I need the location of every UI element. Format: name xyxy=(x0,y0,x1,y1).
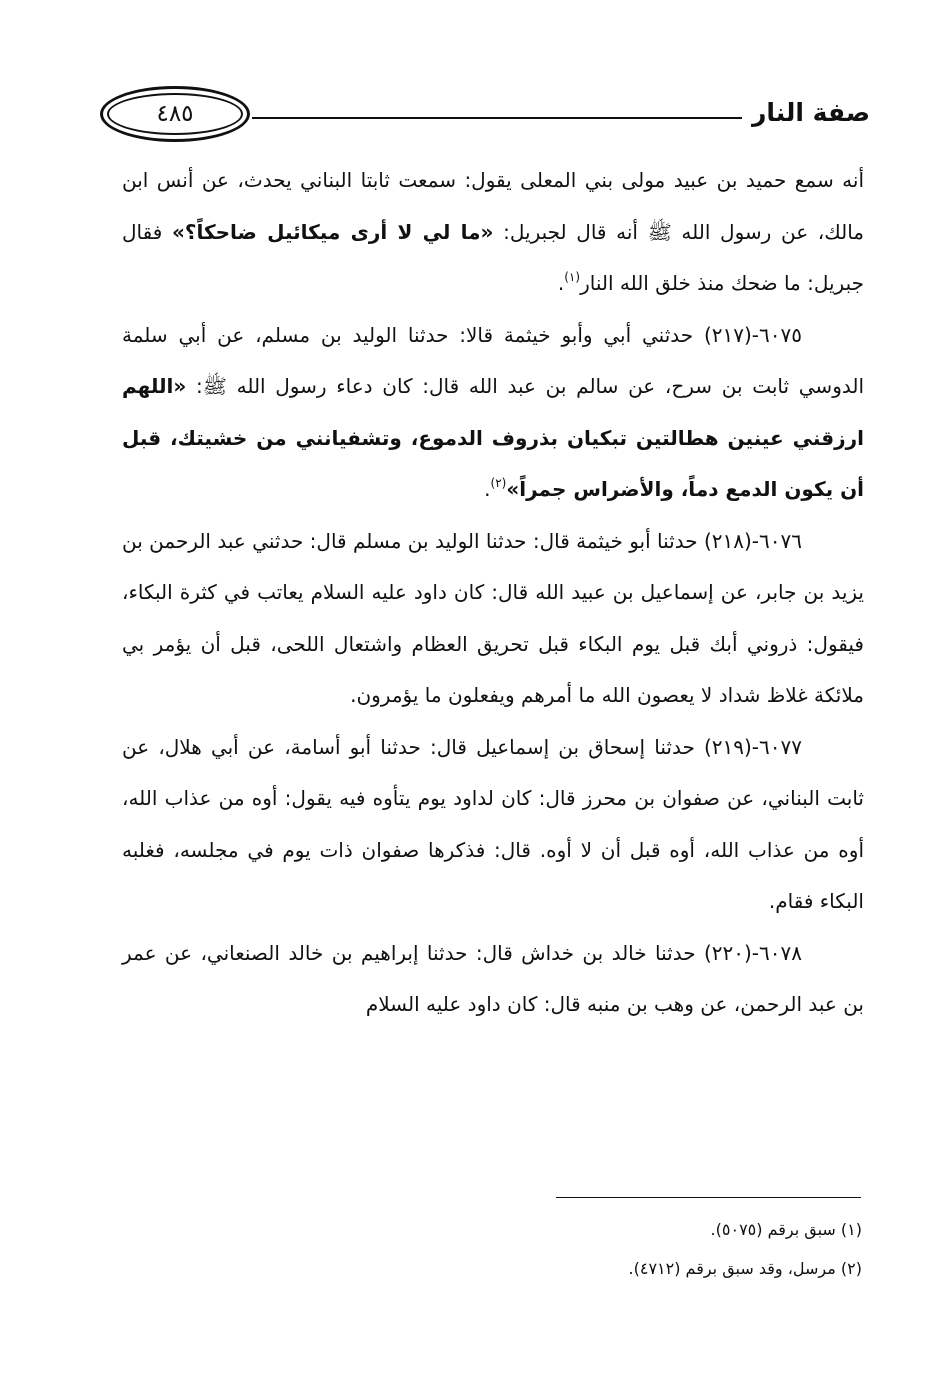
page-number-oval xyxy=(100,86,250,142)
footnote-item: (٢) مرسل، وقد سبق برقم (٤٧١٢). xyxy=(628,1259,862,1278)
page-header xyxy=(100,86,870,150)
footnote-marker[interactable]: (١) xyxy=(564,270,581,284)
text-segment: فقال جبريل: ما ضحك منذ خلق الله النار xyxy=(122,219,864,295)
hadith-paragraph xyxy=(122,155,864,310)
text-segment: . xyxy=(484,477,491,501)
main-text xyxy=(122,155,864,1031)
hadith-paragraph xyxy=(122,722,864,928)
text-segment: . xyxy=(557,271,565,295)
quoted-text: «اللهم ارزقني عينين هطالتين تبكيان بذروف الدموع، وتشفيانني من خشيتك، قبل أن يكون الدمع دماً، والأضراس جمراً» xyxy=(122,374,864,501)
text-segment: ٦٠٧٨-(٢٢٠) حدثنا خالد بن خداش قال: حدثنا إبراهيم بن خالد الصنعاني، عن عمر بن عبد الرحمن، عن وهب بن منبه قال: كان داود عليه السلام xyxy=(122,940,864,1016)
text-segment: ٦٠٧٥-(٢١٧) حدثني أبي وأبو خيثمة قالا: حدثنا الوليد بن مسلم، عن أبي سلمة الدوسي ثابت بن سرح، عن سالم بن عبد الله قال: كان دعاء رسول الله ﷺ: xyxy=(122,322,864,398)
hadith-paragraph xyxy=(122,928,864,1031)
text-segment: أنه سمع حميد بن عبيد مولى بني المعلى يقول: سمعت ثابتا البناني يحدث، عن أنس ابن مالك، عن رسول الله ﷺ أنه قال لجبريل: xyxy=(122,168,864,244)
quoted-text: «ما لي لا أرى ميكائيل ضاحكاً؟» xyxy=(171,219,494,244)
text-segment: ٦٠٧٧-(٢١٩) حدثنا إسحاق بن إسماعيل قال: حدثنا أبو أسامة، عن أبي هلال، عن ثابت البناني، عن صفوان بن محرز قال: كان لداود يوم يتأوه فيه يقول: أوه من عذاب الله، أوه من عذاب الله، أوه قبل أن لا أوه. قال: فذكرها صفوان ذات يوم في مجلسه، فغلبه البكاء فقام. xyxy=(122,734,864,913)
chapter-title: صفة النار xyxy=(752,98,870,127)
page-number: ٤٨٥ xyxy=(156,101,194,127)
footnote-separator xyxy=(556,1197,861,1198)
footnote-item: (١) سبق برقم (٥٠٧٥). xyxy=(710,1220,862,1239)
footnote-marker[interactable]: (٢) xyxy=(490,476,507,490)
text-segment: ٦٠٧٦-(٢١٨) حدثنا أبو خيثمة قال: حدثنا الوليد بن مسلم قال: حدثني عبد الرحمن بن يزيد بن جابر، عن إسماعيل بن عبيد الله قال: كان داود عليه السلام يعاتب في كثرة البكاء، فيقول: ذروني أبك قبل يوم البكاء قبل تحريق العظام واشتعال اللحى، قبل أن يؤمر بي ملائكة غلاظ شداد لا يعصون الله ما أمرهم ويفعلون ما يؤمرون. xyxy=(122,528,864,707)
hadith-paragraph xyxy=(122,516,864,722)
header-rule xyxy=(252,117,742,119)
footnotes xyxy=(300,1210,862,1288)
hadith-paragraph xyxy=(122,310,864,516)
